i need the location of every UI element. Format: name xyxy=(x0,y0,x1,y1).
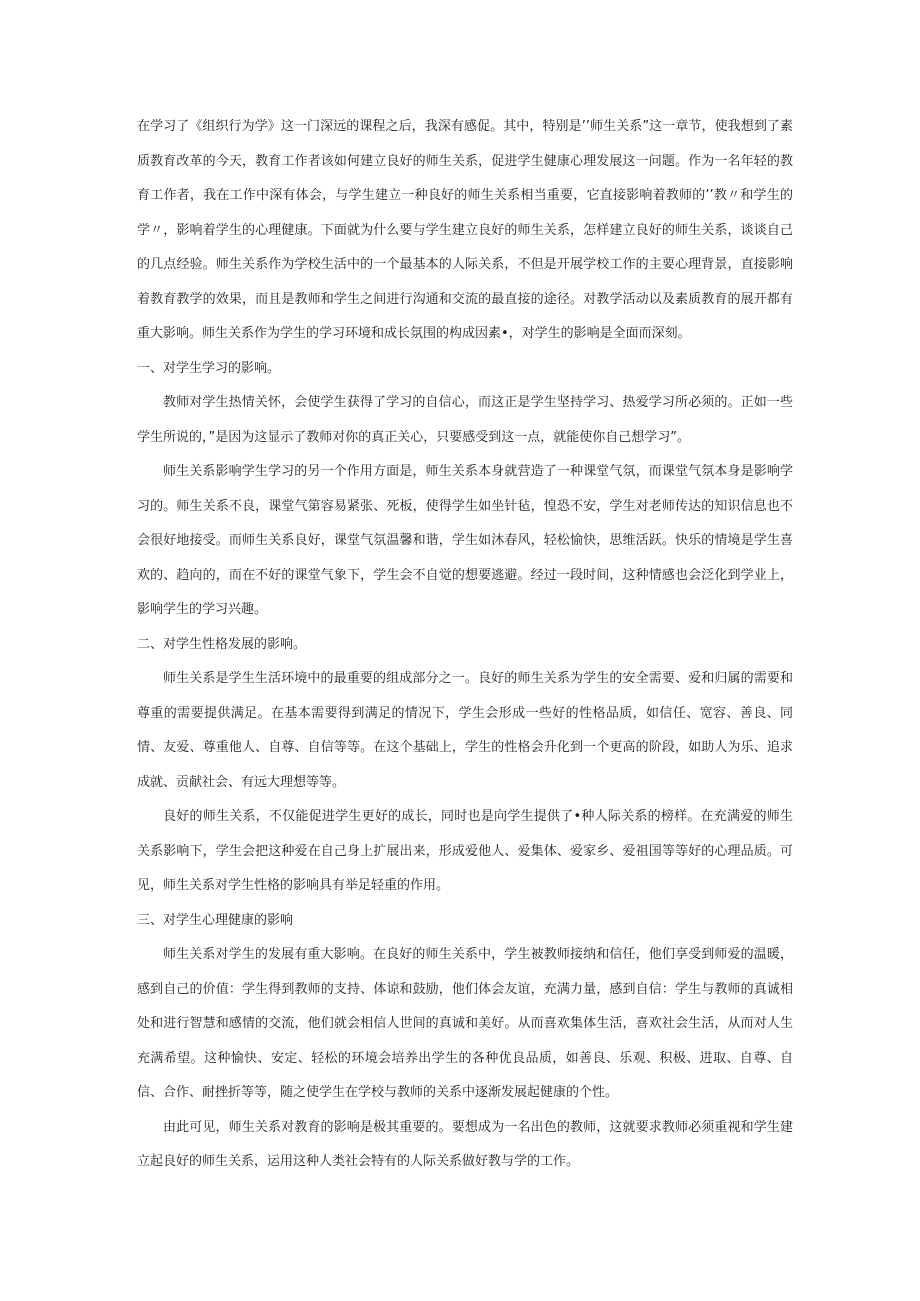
paragraph: 良好的师生关系，不仅能促进学生更好的成长，同时也是向学生提供了•种人际关系的榜样。在充满爱的师生关系影响下，学生会把这种爱在自己身上扩展出来，形成爱他人、爱集体、爱家乡、爱祖国等等好的心理品质。可见，师生关系对学生性格的影响具有举足轻重的作用。 xyxy=(137,809,793,893)
paragraph: 教师对学生热情关怀，会使学生获得了学习的自信心，而这正是学生坚持学习、热爱学习所必须的。正如一些学生所说的，”是因为这显示了教师对你的真正关心，只要感受到这一点，就能使你自己想学习”。 xyxy=(137,395,793,445)
section-heading-personality: 二、对学生性格发展的影响。 xyxy=(137,636,307,652)
paragraph: 师生关系是学生生活环境中的最重要的组成部分之一。良好的师生关系为学生的安全需要、爱和归属的需要和尊重的需要提供满足。在基本需要得到满足的情况下，学生会形成一些好的性格品质，如信任、宽容、善良、同情、友爱、尊重他人、自尊、自信等等。在这个基础上，学生的性格会升化到一个更高的阶段，如助人为乐、追求成就、贡献社会、有远大理想等等。 xyxy=(137,671,793,790)
paragraph: 师生关系影响学生学习的另一个作用方面是，师生关系本身就营造了一种课堂气氛，而课堂气氛本身是影响学习的。师生关系不良，课堂气第容易紧张、死板，使得学生如坐针毡，惶恐不安，学生对老师传达的知识信息也不会很好地接受。而师生关系良好，课堂气氛温馨和谐，学生如沐春风，轻松愉快，思维活跃。快乐的情境是学生喜欢的、趋向的，而在不好的课堂气象下，学生会不自觉的想要逃避。经过一段时间，这种情感也会泛化到学业上，影响学生的学习兴趣。 xyxy=(137,464,793,617)
intro-paragraph: 在学习了《组织行为学》这一门深远的课程之后，我深有感促。其中，特别是’’师生关系”这一章节，使我想到了素质教育改革的今天，教育工作者该如何建立良好的师生关系，促进学生健康心理发展这一问题。作为一名年轻的教育工作者，我在工作中深有体会，与学生建立一种良好的师生关系相当重要，它直接影响着教师的’’教〃和学生的学〃，影响着学生的心理健康。下面就为什么要与学生建立良好的师生关系，怎样建立良好的师生关系，谈谈自己的几点经验。师生关系作为学校生活中的一个最基本的人际关系，不但是开展学校工作的主要心理背景，直接影响着教育教学的效果，而且是教师和学生之间进行沟通和交流的最直接的途径。对教学活动以及素质教育的展开都有重大影响。师生关系作为学生的学习环境和成长氛围的构成因素•，对学生的影响是全面而深刻。 xyxy=(137,119,793,341)
document-body xyxy=(137,110,793,1180)
section-heading-mental-health: 三、对学生心理健康的影响 xyxy=(137,912,294,928)
section-heading-learning: 一、对学生学习的影响。 xyxy=(137,360,281,376)
paragraph: 师生关系对学生的发展有重大影响。在良好的师生关系中，学生被教师接纳和信任，他们享受到师爱的温暖，感到自己的价值：学生得到教师的支持、体谅和鼓励，他们体会友谊，充满力量，感到自信：学生与教师的真诚相处和进行智慧和感情的交流，他们就会相信人世间的真诚和美好。从而喜欢集体生活，喜欢社会生活，从而对人生充满希望。这种愉快、安定、轻松的环境会培养出学生的各种优良品质，如善良、乐观、积极、进取、自尊、自信、合作、耐挫折等等，随之使学生在学校与教师的关系中逐渐发展起健康的个性。 xyxy=(137,947,793,1100)
closing-paragraph: 由此可见，师生关系对教育的影响是极其重要的。要想成为一名出色的教师，这就要求教师必须重视和学生建立起良好的师生关系，运用这种人类社会特有的人际关系做好教与学的工作。 xyxy=(137,1119,793,1169)
